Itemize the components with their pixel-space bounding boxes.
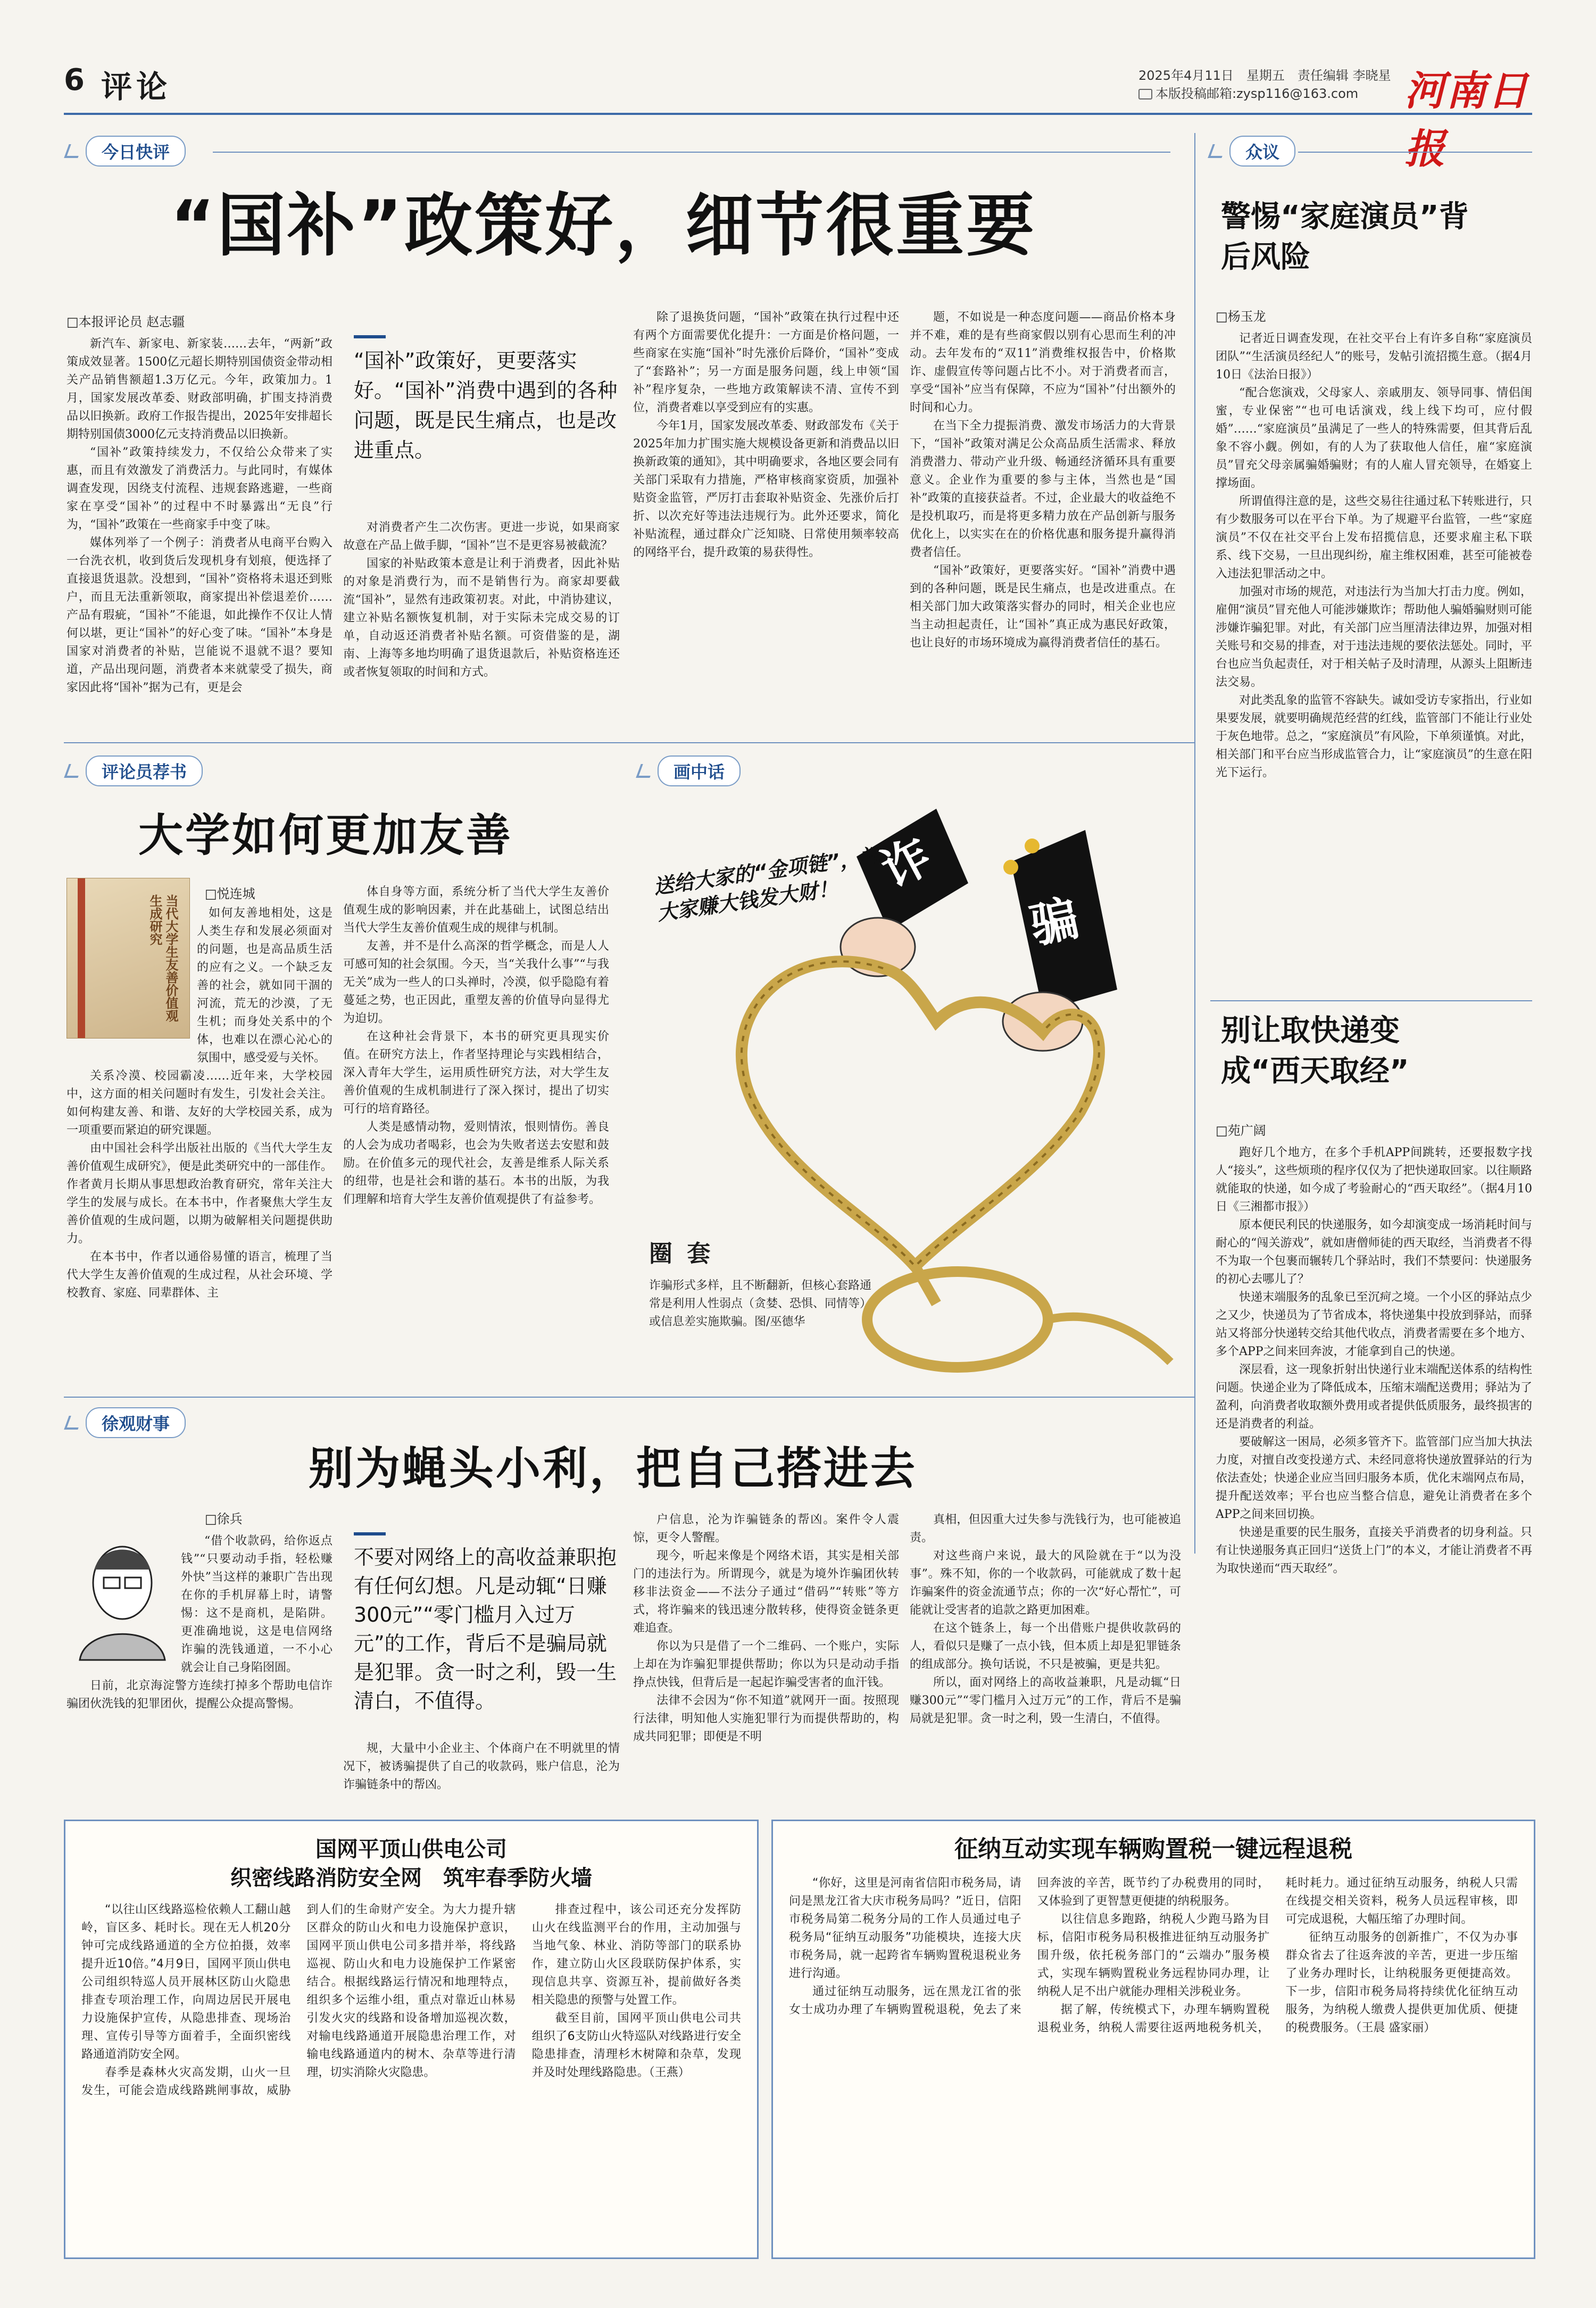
page-section-title: 评论	[101, 69, 172, 105]
section-tag-label: 评论员荐书	[86, 756, 203, 786]
cartoon-image	[638, 798, 1186, 1389]
xu-title: 别为蝇头小利，把自己搭进去	[309, 1442, 918, 1495]
book-paragraph: 如何友善地相处，这是人类生存和发展必须面对的问题，也是高品质生活的应有之义。一个缺乏友善的社会，就如同干涸的河流，荒无的沙漠，了无生机；而身处关系中的个体，也难以在漂心沁心的氛围中，感受爱与关怀。	[197, 907, 332, 1065]
xu-paragraph: 你以为只是借了一个二维码、一个账户，实际上却在为诈骗犯罪提供帮助；你以为只是动动手指挣点快钱，但背后是一起起诈骗受害者的血汗钱。	[633, 1640, 899, 1689]
ad-right-box	[771, 1820, 1535, 2259]
section-tag-cartoon	[638, 756, 741, 786]
tag-mark-icon	[1208, 144, 1226, 158]
book-paragraph: 在这种社会背景下，本书的研究更具现实价值。在研究方法上，作者坚持理论与实践相结合，深入青年大学生，运用质性研究方法，对大学生友善价值观的生成机制进行了深入探讨，提出了切实可行的培育路径。	[343, 1030, 609, 1116]
xu-paragraph: 所以，面对网络上的高收益兼职，凡是动辄“日赚300元”“零门槛月入过万元”的工作，背后不是骗局就是犯罪。贪一时之利，毁一生清白，不值得。	[910, 1676, 1181, 1725]
ad-left-box	[64, 1820, 759, 2259]
ad-paragraph: “以往山区线路巡检依赖人工翻山越岭，盲区多、耗时长。现在无人机20分钟可完成线路通道的全方位拍摄，效率提升近10倍。”4月9日，国网平顶山供电公司组织特巡人员开展林区防山火隐患排查专项治理工作，向周边居民开展电力设施保护宣传，从隐患排查、现场治理、宣传引导等方面着手，全面织密线路通道消防安全网。	[81, 1903, 291, 2061]
ad-right-title: 征纳互动实现车辆购置税一键远程退税	[954, 1836, 1352, 1863]
email-line	[1138, 83, 1358, 102]
crowd-paragraph: 原本便民利民的快递服务，如今却演变成一场消耗时间与耐心的“闯关游戏”，就如唐僧师徒的西天取经，当消费者不得不为取一个包裹而辗转几个驿站时，我们不禁要问：快递服务的初心去哪儿了？	[1216, 1218, 1532, 1286]
book-paragraph: 在本书中，作者以通俗易懂的语言，梳理了当代大学生友善价值观的生成过程，从社会环境、学校教育、家庭、同辈群体、主	[66, 1250, 332, 1300]
xu-paragraph: 日前，北京海淀警方连续打掉多个帮助电信诈骗团伙洗钱的犯罪团伙，提醒公众提高警惕。	[66, 1679, 332, 1711]
crowd-paragraph: 快递末端服务的乱象已至沉疴之境。一个小区的驿站点少之又少，快递员为了节省成本，将快递集中投放到驿站，而驿站又将部分快递转交给其他代收点，消费者需要在多个地方、多个APP之间来回奔波，才能拿到自己的快递。	[1216, 1291, 1532, 1358]
header-rule	[64, 113, 1532, 115]
section-rule	[1298, 152, 1532, 153]
section-tag-crowd	[1210, 136, 1295, 167]
xu-byline: □徐兵	[205, 1512, 243, 1526]
lead-paragraph: “国补”政策持续发力，不仅给公众带来了实惠，而且有效激发了消费活力。与此同时，有媒体调查发现，因绕支付流程、违规套路逃避，一些商家在享受“国补”的过程中不时暴露出“无良”行为，“国补”政策在一些商家手中变了味。	[66, 446, 332, 532]
crowd-paragraph: 深层看，这一现象折射出快递行业末端配送体系的结构性问题。快递企业为了降低成本，压缩末端配送费用；驿站为了盈利，向消费者收取额外费用或者提供低质服务，最终损害的还是消费者的利益。	[1216, 1363, 1532, 1431]
lead-col-4	[910, 309, 1176, 718]
book-paragraph: 由中国社会科学出版社出版的《当代大学生友善价值观生成研究》，便是此类研究中的一部佳作。作者黄月长期从事思想政治教育研究，常年关注大学生的发展与成长。在本书中，作者聚焦大学生友善价值观的生成问题，以期为破解相关问题提供助力。	[66, 1142, 332, 1246]
section-rule	[213, 152, 1170, 153]
cartoon-banner: 送给大家的“金项链”，祝大家赚大钱发大财！	[652, 843, 882, 925]
pullquote-text: “国补”政策好，更要落实好。“国补”消费中遇到的各种问题，既是民生痛点，也是改进重点。	[354, 349, 618, 462]
ad-left-title-2: 织密线路消防安全网 筑牢春季防火墙	[230, 1866, 592, 1890]
section-tag-xu	[66, 1407, 186, 1438]
date-line: 2025年4月11日 星期五 责任编辑 李晓星	[1138, 68, 1391, 83]
book-paragraph: 人类是感情动物，爱则情浓，恨则情伤。善良的人会为成功者喝彩，也会为失败者送去安慰和鼓励。在价值多元的现代社会，友善是维系人际关系的纽带，也是社会和谐的基石。本书的出版，为我们理解和培育大学生友善价值观提供了有益参考。	[343, 1120, 609, 1206]
crowd-paragraph: 跑好几个地方，在多个手机APP间跳转，还要报数字找人“接头”，这些烦琐的程序仅仅为了把快递取回家。以往顺路就能取的快递，如今成了考验耐心的“西天取经”。（据4月10日《三湘都市报》）	[1216, 1146, 1532, 1214]
lead-paragraph: “国补”政策好，更要落实好。“国补”消费中遇到的各种问题，既是民生痛点，也是改进重点。在相关部门加大政策落实督办的同时，相关企业也应当主动担起责任，让“国补”真正成为惠民好政策，也让良好的市场环境成为赢得消费者信任的基石。	[910, 564, 1176, 650]
section-tag-today-comment	[66, 136, 186, 167]
pullquote-bar	[354, 335, 386, 338]
lead-paragraph: 媒体列举了一个例子：消费者从电商平台购入一台洗衣机，收到货后发现机身有划痕，便选择了直接退货退款。没想到，“国补”资格将未退还到账户，而且无法重新领取，商家提出补偿退差价……产品有瑕疵，“国补”不能退，如此操作不仅让人情何以堪，更让“国补”的好心变了味。“国补”本身是国家对消费者的补贴，岂能说不退就不退？要知道，产品出现问题，消费者本来就蒙受了损失，商家因此将“国补”据为己有，更是会	[66, 536, 332, 694]
coin-shape	[1025, 838, 1040, 853]
book-paragraph: 体自身等方面，系统分析了当代大学生友善价值观生成的影响因素，并在此基础上，试图总结出当代大学生友善价值观生成的规律与机制。	[343, 885, 609, 935]
ad-paragraph: “你好，这里是河南省信阳市税务局，请问是黑龙江省大庆市税务局吗？”近日，信阳市税务局第二税务分局的工作人员通过电子税务局“征纳互动服务”功能模块，连接大庆市税务局，就一起跨省车辆购置税退税业务进行沟通。	[789, 1877, 1021, 1980]
section-rule	[64, 742, 1194, 743]
crowd-paragraph: 快递是重要的民生服务，直接关乎消费者的切身利益。只有让快递服务真正回归“送货上门”的本义，才能让消费者不再为取快递而“西天取经”。	[1216, 1526, 1532, 1575]
tag-mark-icon	[64, 144, 82, 158]
ad-paragraph: 排查过程中，该公司还充分发挥防山火在线监测平台的作用，主动加强与当地气象、林业、消防等部门的联系协作，建立防山火区段联防保护体系，实现信息共享、资源互补，提前做好各类相关隐患的预警与处置工作。	[531, 1903, 741, 2007]
ad-paragraph: 据了解，传统模式下，办理车辆购置税退税业务，纳税人需要往返两地税务机关，耗时耗力。通过征纳互动服务，纳税人只需在线提交相关资料，税务人员远程审核，即可完成退税，大幅压缩了办理时间。	[1037, 1877, 1518, 2035]
lead-col-3	[633, 309, 899, 718]
xu-col-4	[910, 1511, 1181, 1782]
xu-paragraph: 真相，但因重大过失参与洗钱行为，也可能被追责。	[910, 1513, 1181, 1545]
ad-left-body	[81, 1901, 741, 2247]
xu-paragraph: 现今，听起来像是个网络术语，其实是相关部门的违法行为。所谓现今，就是为境外诈骗团伙转移非法资金——不法分子通过“借码”“转账”等方式，将诈骗来的钱迅速分散转移，使得资金链条更难追查。	[633, 1549, 899, 1635]
xu-col-1	[66, 1532, 332, 1782]
hand-right	[1003, 992, 1083, 1051]
section-rule	[64, 1397, 1194, 1398]
crowd-2-title: 别让取快递变成“西天取经”	[1221, 1014, 1409, 1089]
section-tag-label: 画中话	[658, 756, 741, 786]
ad-paragraph: 以往信息多跑路，纳税人少跑马路为目标，信阳市税务局积极推进征纳互动服务扩围升级，依托税务部门的“云端办”服务模式，实现车辆购置税业务远程协同办理，让纳税人足不出户就能办理相关涉税业务。	[1037, 1913, 1270, 1998]
lead-paragraph: 国家的补贴政策本意是让利于消费者，因此补贴的对象是消费行为，而不是销售行为。商家却要截流“国补”，显然有违政策初衷。对此，中消协建议，建立补贴名额恢复机制，对于实际未完成交易的订单，自动返还消费者补贴名额。可资借鉴的是，湖南、上海等多地均明确了退货退款后，补贴资格连还或者恢复领取的时间和方式。	[343, 557, 620, 679]
tag-mark-icon	[64, 764, 82, 778]
book-cover-title: 当代大学生友善价值观生成研究	[147, 894, 179, 1022]
crowd-1-byline: □杨玉龙	[1216, 309, 1266, 324]
pullquote-bar	[354, 1532, 386, 1535]
book-col-1	[66, 904, 332, 1383]
rope-noose	[867, 1272, 1048, 1367]
xu-pullquote	[354, 1532, 620, 1715]
book-col-2	[343, 883, 609, 1383]
email-text: 本版投稿邮箱:zysp116@163.com	[1156, 86, 1359, 101]
page-number: 6	[64, 63, 85, 97]
section-tag-label: 徐观财事	[86, 1407, 186, 1438]
section-tag-label: 今日快评	[86, 136, 186, 167]
lead-paragraph: 今年1月，国家发展改革委、财政部发布《关于2025年加力扩围实施大规模设备更新和消费品以旧换新政策的通知》，其中明确要求，各地区要会同有关部门采取有力措施，严格审核商家资质，加强补贴资金监管，严厉打击套取补贴资金、先涨价后打折、以次充好等违法违规行为。此外还要求，简化补贴流程，通过群众广泛知晓、日常使用频率较高的网络平台，提升政策的易获得性。	[633, 419, 899, 559]
crowd-1-body	[1216, 330, 1532, 995]
lead-paragraph: 新汽车、新家电、新家装……去年，“两新”政策成效显著。1500亿元超长期特别国债资金带动相关产品销售额超1.3万亿元。今年，政策加力。1月，国家发展改革委、财政部明确，扩围支持消费品以旧换新。政府工作报告提出，2025年安排超长期特别国债3000亿元支持消费品以旧换新。	[66, 337, 332, 441]
lead-paragraph: 对消费者产生二次伤害。更进一步说，如果商家故意在产品上做手脚，“国补”岂不是更容易被截流？	[343, 521, 620, 552]
book-title: 大学如何更加友善	[138, 809, 513, 861]
mail-icon	[1138, 89, 1152, 99]
xu-paragraph: 户信息，沦为诈骗链条的帮凶。案件令人震惊，更令人警醒。	[633, 1513, 899, 1545]
cartoon-word-zha: 诈	[872, 827, 941, 899]
cartoon-title: 圈 套	[649, 1240, 714, 1267]
xu-paragraph: 对这些商户来说，最大的风险就在于“以为没事”。殊不知，你的一个收款码，可能就成了数十起诈骗案件的资金流通节点；你的一次“好心帮忙”，可能就让受害者的追款之路更加困难。	[910, 1549, 1181, 1617]
section-tag-label: 众议	[1229, 136, 1295, 167]
lead-col-1	[66, 335, 332, 718]
lead-pullquote	[354, 335, 620, 465]
xu-paragraph: 规，大量中小企业主、个体商户在不明就里的情况下，被诱骗提供了自己的收款码，账户信息，沦为诈骗链条中的帮凶。	[343, 1742, 620, 1791]
xu-paragraph: 在这个链条上，每一个出借账户提供收款码的人，看似只是赚了一点小钱，但本质上却是犯罪链条的组成部分。换句话说，不只是被骗，更是共犯。	[910, 1622, 1181, 1671]
xu-paragraph: 法律不会因为“你不知道”就网开一面。按照现行法律，明知他人实施犯罪行为而提供帮助的，构成共同犯罪；即便是不明	[633, 1694, 899, 1744]
crowd-paragraph: “配合您演戏，父母家人、亲戚朋友、领导同事、情侣闺蜜，专业保密”“也可电话演戏，线上线下均可，应付假婚”……“家庭演员”虽满足了一些人的特殊需要，但其背后乱象不容小觑。例如，有的人为了获取他人信任，雇“家庭演员”冒充父母亲属骗婚骗财；有的人雇人冒充领导，在婚宴上撑场面。	[1216, 386, 1532, 490]
rope-tail	[1048, 1317, 1170, 1362]
ad-paragraph: 通过征纳互动服务，远在黑龙江省的张女士成功办理了车辆购置税退税，免去了来回奔波的辛苦，既节约了办税费用的同时，又体验到了更智慧更便捷的纳税服务。	[789, 1877, 1270, 2016]
ad-paragraph: 征纳互动服务的创新推广，不仅为办事群众省去了往返奔波的辛苦，更进一步压缩了业务办理时长，让纳税服务更便捷高效。下一步，信阳市税务局将持续优化征纳互动服务，为纳税人缴费人提供更加优质、便捷的税费服务。（王晨 盛家丽）	[1285, 1931, 1518, 2035]
tag-mark-icon	[636, 764, 654, 778]
lead-byline: □本报评论员 赵志疆	[66, 314, 185, 329]
article-rule	[1210, 1000, 1532, 1001]
lead-paragraph: 除了退换货问题，“国补”政策在执行过程中还有两个方面需要优化提升：一方面是价格问题，一些商家在实施“国补”时先涨价后降价，“国补”变成了“套路补”；另一方面是服务问题，线上申领“国补”程序复杂，一些地方政策解读不清、宣传不到位，消费者难以享受到应有的实惠。	[633, 311, 899, 414]
coin-shape	[1003, 860, 1018, 875]
crowd-2-body	[1216, 1144, 1532, 1782]
ad-paragraph: 春季是森林火灾高发期，山火一旦发生，可能会造成线路跳闸事故，威胁到人们的生命财产安全。为大力提升辖区群众的防山火和电力设施保护意识，国网平顶山供电公司多措并举，将线路巡视、防山火和电力设施保护工作紧密结合。根据线路运行情况和地理特点，组织多个运维小组，重点对靠近山林易引发火灾的线路和设备增加巡视次数，对输电线路通道开展隐患治理工作，对输电线路通道内的树木、杂草等进行清理，切实消除火灾隐患。	[81, 1903, 516, 2097]
xu-col-2	[343, 1740, 620, 1791]
book-paragraph: 关系冷漠、校园霸凌……近年来，大学校园中，这方面的相关问题时有发生，引发社会关注。如何构建友善、和谐、友好的大学校园关系，成为一项重要而紧迫的研究课题。	[66, 1069, 332, 1137]
xu-col-3	[633, 1511, 899, 1782]
crowd-1-title: 警惕“家庭演员”背后风险	[1221, 200, 1469, 275]
lead-paragraph: 在当下全力提振消费、激发市场活力的大背景下，“国补”政策对满足公众高品质生活需求、释放消费潜力、带动产业升级、畅通经济循环具有重要意义。企业作为重要的参与主体，当然也是“国补”政策的直接获益者。不过，企业最大的收益绝不是投机取巧，而是将更多精力放在产品创新与服务优化上，以实实在在的价格优惠和服务提升赢得消费者信任。	[910, 419, 1176, 559]
lead-title: “国补”政策好，细节很重要	[170, 186, 1037, 265]
lead-paragraph: 题，不如说是一种态度问题——商品价格本身并不难，难的是有些商家假以别有心思而生利的冲动。去年发布的“双11”消费维权报告中，价格欺诈、虚假宣传等问题占比不小。对于消费者而言，享受“国补”应当有保障，不应为“国补”付出额外的时间和心力。	[910, 311, 1176, 414]
crowd-paragraph: 要破解这一困局，必须多管齐下。监管部门应当加大执法力度，对擅自改变投递方式、未经同意将快递放置驿站的行为依法查处；快递企业应当回归服务本质，优化末端网点布局，提升配送效率；平台也应当整合信息，避免让消费者在多个APP之间来回切换。	[1216, 1435, 1532, 1521]
xu-paragraph: “借个收款码，给你返点钱”“只要动动手指，轻松赚外快”当这样的兼职广告出现在你的手机屏幕上时，请警惕：这不是商机，是陷阱。更准确地说，这是电信网络诈骗的洗钱通道，一不小心就会让自己身陷囹圄。	[181, 1534, 332, 1674]
ad-right-body	[789, 1874, 1518, 2247]
pullquote-text: 不要对网络上的高收益兼职抱有任何幻想。凡是动辄“日赚300元”“零门槛月入过万元”的工作，背后不是骗局就是犯罪。贪一时之利，毁一生清白，不值得。	[354, 1546, 617, 1713]
section-tag-reviewer	[66, 756, 203, 786]
crowd-paragraph: 记者近日调查发现，在社交平台上有许多自称“家庭演员团队”“生活演员经纪人”的账号，发帖引流招揽生意。（据4月10日《法治日报》）	[1216, 332, 1532, 381]
ad-left-title-1: 国网平顶山供电公司	[315, 1837, 507, 1862]
lead-col-2	[343, 519, 620, 718]
cartoon-word-pian: 骗	[1025, 890, 1084, 955]
crowd-2-byline: □苑广阔	[1216, 1123, 1266, 1138]
newspaper-logo: 河南日报	[1404, 67, 1529, 172]
tag-mark-icon	[64, 1416, 82, 1430]
crowd-paragraph: 加强对市场的规范，对违法行为当加大打击力度。例如，雇佣“演员”冒充他人可能涉嫌欺诈；帮助他人骗婚骗财则可能涉嫌诈骗犯罪。对此，有关部门应当厘清法律边界，加强对相关账号和交易的排查，对于违法违规的要依法惩处。同时，平台也应当负起责任，对于相关帖子及时清理，从源头上阻断违法交易。	[1216, 585, 1532, 689]
crowd-paragraph: 对此类乱象的监管不容缺失。诚如受访专家指出，行业如果要发展，就要明确规范经营的红线，监管部门不能让行业处于灰色地带。总之，“家庭演员”有风险，下单须谨慎。对此，相关部门和平台应当形成监管合力，让“家庭演员”的生意在阳光下运行。	[1216, 694, 1532, 779]
book-paragraph: 友善，并不是什么高深的哲学概念，而是人人可感可知的社会氛围。今天，当“关我什么事”“与我无关”成为一些人的口头禅时，冷漠，似乎隐隐有着蔓延之势，也正因此，重塑友善的价值导向显得尤为迫切。	[343, 940, 609, 1025]
column-divider	[1194, 133, 1195, 1554]
crowd-paragraph: 所谓值得注意的是，这些交易往往通过私下转账进行，只有少数服务可以在平台下单。为了规避平台监管，一些“家庭演员”不仅在社交平台上发布招揽信息，还要求雇主私下联系、线下交易，一旦出现纠纷，雇主维权困难，甚至可能被卷入违法犯罪活动之中。	[1216, 495, 1532, 580]
ad-paragraph: 截至目前，国网平顶山供电公司共组织了6支防山火特巡队对线路进行安全隐患排查，清理杉木树障和杂草，发现并及时处理线路隐患。（王燕）	[531, 2012, 741, 2079]
book-byline: □悦连城	[205, 886, 255, 901]
cartoon-caption: 诈骗形式多样，且不断翻新，但核心套路通常是利用人性弱点（贪婪、恐惧、同情等）或信息差实施欺骗。图/巫德华	[649, 1279, 872, 1329]
